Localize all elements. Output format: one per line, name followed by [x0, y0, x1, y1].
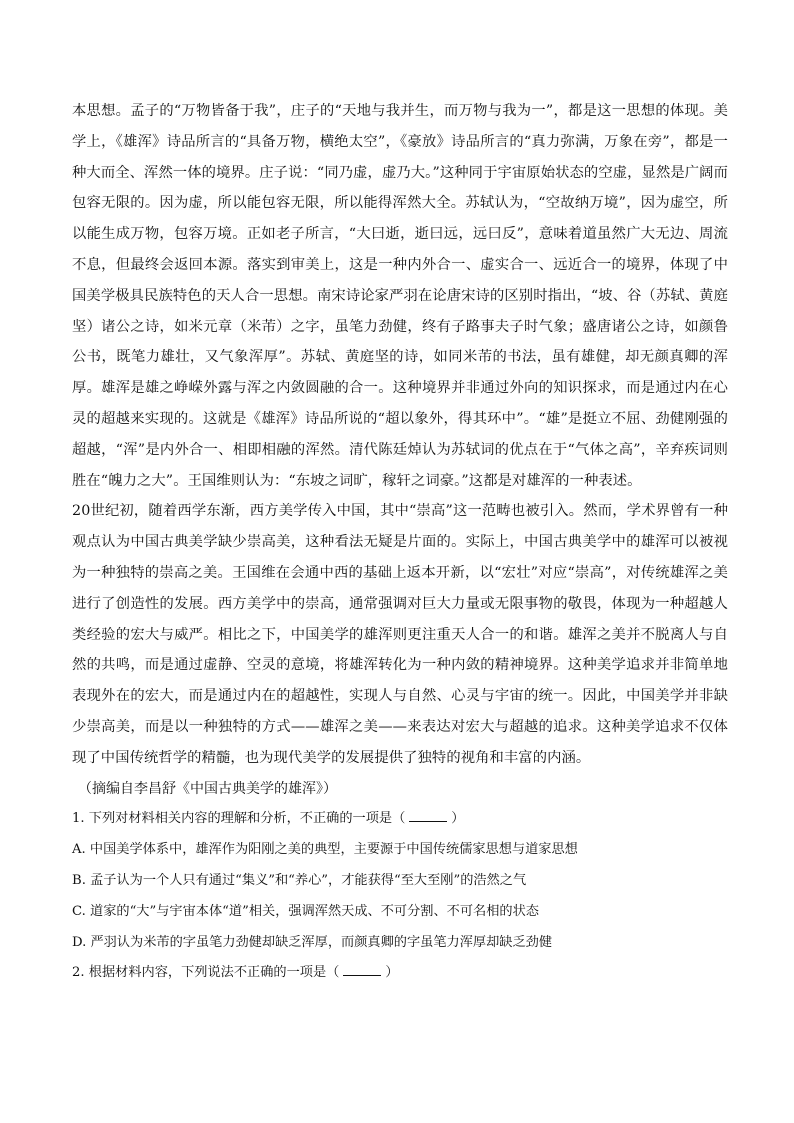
question-1-stem: [72, 804, 728, 835]
question-2-answer-blank[interactable]: [343, 975, 381, 976]
document-content: [72, 96, 728, 989]
question-1-option-b: B. 孟子认为一个人只有通过“集义”和“养心”，才能获得“至大至刚”的浩然之气: [72, 872, 527, 888]
passage-paragraph-2: 20世纪初，随着西学东渐，西方美学传入中国，其中“崇高”这一范畴也被引入。然而，学术界曾有一种观点认为中国古典美学缺少崇高美，这种看法无疑是片面的。实际上，中国古典美学中的雄浑可以被视为一种独特的崇高之美。王国维在会通中西的基础上返本开新，以“宏壮”对应“崇高”，对传统雄浑之美进行了创造性的发展。西方美学中的崇高，通常强调对巨大力量或无限事物的敬畏，体现为一种超越人类经验的宏大与威严。相比之下，中国美学的雄浑则更注重天人合一的和谐。雄浑之美并不脱离人与自然的共鸣，而是通过虚静、空灵的意境，将雄浑转化为一种内敛的精神境界。这种美学追求并非简单地表现外在的宏大，而是通过内在的超越性，实现人与自然、心灵与宇宙的统一。因此，中国美学并非缺少崇高美，而是以一种独特的方式——雄浑之美——来表达对宏大与超越的追求。这种美学追求不仅体现了中国传统哲学的精髓，也为现代美学的发展提供了独特的视角和丰富的内涵。: [72, 503, 728, 766]
question-2-stem-text: 2. 根据材料内容，下列说法不正确的一项是（: [72, 965, 340, 981]
question-2-stem-close: ）: [385, 965, 399, 981]
question-1-option-c: C. 道家的“大”与宇宙本体“道”相关，强调浑然天成、不可分割、不可名相的状态: [72, 903, 539, 919]
question-1: [72, 804, 728, 958]
question-1-answer-blank[interactable]: [409, 821, 447, 822]
passage-paragraph-1: 本思想。孟子的“万物皆备于我”，庄子的“天地与我并生，而万物与我为一”，都是这一思想的体现。美学上，《雄浑》诗品所言的“具备万物，横绝太空”，《豪放》诗品所言的“真力弥满，万象在旁”，都是一种大而全、浑然一体的境界。庄子说：“同乃虚，虚乃大。”这种同于宇宙原始状态的空虚，显然是广阔而包容无限的。因为虚，所以能包容无限，所以能得浑然大全。苏轼认为，“空故纳万境”，因为虚空，所以能生成万物，包容万境。正如老子所言，“大曰逝，逝曰远，远曰反”，意味着道虽然广大无边、周流不息，但最终会返回本源。落实到审美上，这是一种内外合一、虚实合一、远近合一的境界，体现了中国美学极具民族特色的天人合一思想。南宋诗论家严羽在论唐宋诗的区别时指出，“坡、谷（苏轼、黄庭坚）诸公之诗，如米元章（米芾）之字，虽笔力劲健，终有子路事夫子时气象；盛唐诸公之诗，如颜鲁公书，既笔力雄壮，又气象浑厚”。苏轼、黄庭坚的诗，如同米芾的书法，虽有雄健，却无颜真卿的浑厚。雄浑是雄之峥嵘外露与浑之内敛圆融的合一。这种境界并非通过外向的知识探求，而是通过内在心灵的超越来实现的。这就是《雄浑》诗品所说的“超以象外，得其环中”。“雄”是挺立不屈、劲健刚强的超越，“浑”是内外合一、相即相融的浑然。清代陈廷焯认为苏轼词的优点在于“气体之高”，辛弃疾词则胜在“魄力之大”。王国维则认为：“东坡之词旷，稼轩之词豪。”这都是对雄浑的一种表述。: [72, 103, 728, 489]
passage-source: （摘编自李昌舒《中国古典美学的雄浑》）: [78, 780, 337, 797]
question-1-stem-close: ）: [451, 811, 465, 827]
question-2-stem: [72, 958, 728, 989]
question-2: [72, 958, 728, 989]
question-1-stem-text: 1. 下列对材料相关内容的理解和分析，不正确的一项是（: [72, 811, 406, 827]
question-1-option-d: D. 严羽认为米芾的字虽笔力劲健却缺乏浑厚，而颜真卿的字虽笔力浑厚却缺乏劲健: [72, 934, 553, 950]
question-1-option-a: A. 中国美学体系中，雄浑作为阳刚之美的典型，主要源于中国传统儒家思想与道家思想: [72, 842, 578, 858]
